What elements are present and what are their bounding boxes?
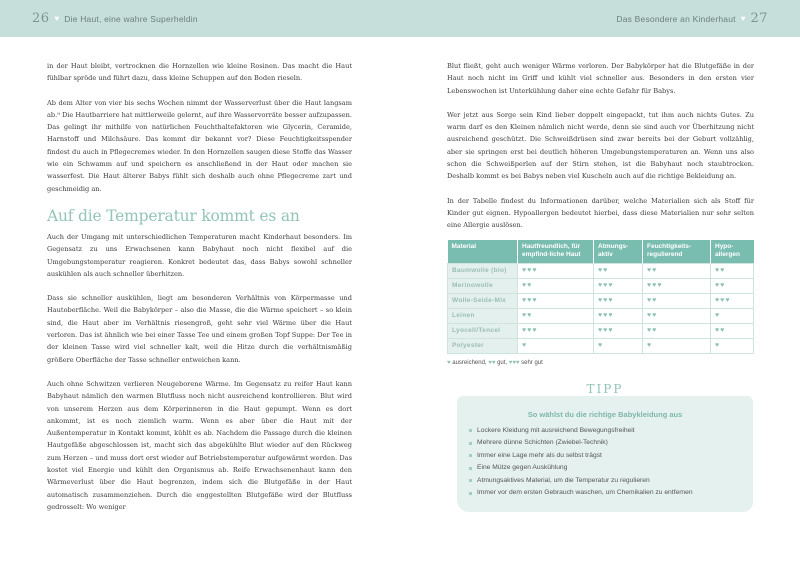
- tipp-box: [457, 381, 753, 512]
- list-item: [469, 462, 741, 475]
- list-item: [469, 487, 741, 500]
- material-name: Wolle-Seide-Mix: [448, 293, 518, 308]
- paragraph: Dass sie schneller auskühlen, liegt am besonderen Verhältnis von Körpermasse und Hautoberfläche. Weil die Babykörper – also die Masse, die die Wärme speichert – so klein sind, die Haut aber im Verhältnis riesengroß, geht sehr viel Wärme über die Haut verloren. Das ist ähnlich wie bei einer Tasse Tee und einem großen Topf Suppe: Der Tee in der kleinen Tasse wird viel schneller kalt, weil die Hitze durch die verhältnismäßig größere Oberfläche der Tasse schneller entweichen kann.: [47, 294, 352, 364]
- list-item: [469, 475, 741, 488]
- bullet-icon: [469, 467, 472, 470]
- left-page: [47, 60, 352, 525]
- heart-icon: ♥: [740, 14, 746, 23]
- bullet-icon: [469, 429, 472, 432]
- list-item-text: Lockere Kleidung mit ausreichend Bewegungsfreiheit: [477, 426, 635, 434]
- heart-icon: ♥♥: [488, 359, 496, 366]
- right-chapter-title: Das Besondere an Kinderhaut: [616, 13, 736, 24]
- material-name: Baumwolle (bio): [448, 263, 518, 278]
- legend-label: gut,: [497, 359, 508, 366]
- paragraph: Auch ohne Schwitzen verlieren Neugeborene Wärme. Im Gegensatz zu reifer Haut kann Babyhaut nämlich den warmen Blutfluss noch nicht ausreichend kontrollieren. Blut wird von unserem Herzen aus dem Körperinneren in die Haut gepumpt. Wenn es dort ankommt, ist es noch ziemlich warm. Wenn es aber über die Haut mit der Außentemperatur in Kontakt kommt, kühlt es ab. Nachdem die Passage durch die kleinen Hautgefäße abgeschlossen ist, macht sich das abgekühlte Blut wieder auf den Rückweg zum Herzen – und muss dort erst wieder auf Betriebstemperatur aufgewärmt werden. Das kostet viel Energie und kühlt den Organismus ab. Reife Erwachsenenhaut kann den Wärmeverlust über die Haut begrenzen, indem sich die Blutgefäße in der Haut automatisch zusammenziehen. Durch die enggestellten Blutgefäße wird der Blutfluss gedrosselt: Wo weniger: [47, 379, 352, 511]
- left-chapter-title: Die Haut, eine wahre Superheldin: [64, 13, 198, 24]
- column-header-hypoallergen: Hypo-allergen: [711, 240, 754, 264]
- heart-rating: ♥♥♥: [711, 293, 754, 308]
- materials-table: [447, 240, 754, 354]
- heart-rating: ♥♥: [711, 278, 754, 293]
- heart-rating: ♥♥♥: [518, 293, 594, 308]
- heart-icon: ♥: [54, 14, 60, 23]
- heart-rating: ♥♥: [518, 278, 594, 293]
- list-item-text: Mehrere dünne Schichten (Zwiebel-Technik): [477, 439, 608, 447]
- heart-rating: ♥♥: [643, 308, 711, 323]
- bullet-icon: [469, 479, 472, 482]
- list-item-text: Eine Mütze gegen Auskühlung: [477, 464, 568, 472]
- heart-rating: ♥♥: [711, 263, 754, 278]
- heart-rating: ♥♥♥: [594, 323, 643, 338]
- heart-rating: ♥: [643, 338, 711, 353]
- list-item: [469, 425, 741, 438]
- heart-rating: ♥♥: [643, 293, 711, 308]
- material-name: Leinen: [448, 308, 518, 323]
- paragraph: in der Haut bleibt, vertrocknen die Hornzellen wie kleine Rosinen. Das macht die Haut fühlbar spröde und führt dazu, dass kleine Schuppen auf den Boden rieseln.: [47, 62, 352, 83]
- column-header-feuchtigkeit: Feuchtigkeits-regulierend: [643, 240, 711, 264]
- left-page-number: 26: [32, 11, 50, 26]
- heart-rating: ♥♥♥: [594, 308, 643, 323]
- material-name: Polyester: [448, 338, 518, 353]
- tipp-list: [469, 425, 741, 500]
- heart-rating: ♥♥: [643, 323, 711, 338]
- column-header-material: Material: [448, 240, 518, 264]
- paragraph: In der Tabelle findest du Informationen darüber, welche Materialien sich als Stoff für Kinder gut eignen. Hypoallergen bedeutet hierbei, dass diese Materialien nur sehr selten eine Allergie auslösen.: [447, 196, 754, 230]
- heart-rating: ♥♥: [518, 308, 594, 323]
- table-row: [448, 323, 754, 338]
- heart-rating: ♥♥: [711, 323, 754, 338]
- material-name: Merinowolle: [448, 278, 518, 293]
- heart-rating: ♥♥♥: [643, 278, 711, 293]
- heart-icon: ♥: [447, 359, 451, 366]
- list-item-text: Immer vor dem ersten Gebrauch waschen, um Chemikalien zu entfernen: [477, 489, 693, 497]
- column-header-hautfreundlich: Hautfreundlich, für empfind-liche Haut: [518, 240, 594, 264]
- table-row: [448, 278, 754, 293]
- heart-rating: ♥♥♥: [594, 293, 643, 308]
- bullet-icon: [469, 442, 472, 445]
- right-running-header: [616, 11, 768, 26]
- heart-rating: ♥♥: [643, 263, 711, 278]
- heart-rating: ♥♥♥: [518, 323, 594, 338]
- right-page-number: 27: [750, 11, 768, 26]
- legend-label: ausreichend,: [452, 359, 487, 366]
- paragraph: Wer jetzt aus Sorge sein Kind lieber doppelt eingepackt, tut ihm auch nichts Gutes. Zu warm darf es den Kleinen nämlich nicht werde, denn sie sind auch vor Überhitzung nicht ausreichend geschützt. Die Schweißdrüsen sind zwar bereits bei der Geburt vollzählig, aber sie springen erst bei deutlich höheren Umgebungstemperaturen an. Wenn uns also schon die Schweißperlen auf der Stirn stehen, ist die Babyhaut noch staubtrocken. Deshalb kommt es bei Babys neben viel Kuscheln auch auf die richtige Bekleidung an.: [447, 110, 754, 181]
- table-row: [448, 338, 754, 353]
- left-running-header: [32, 11, 198, 26]
- paragraph: Auch der Umgang mit unterschiedlichen Temperaturen macht Kinderhaut besonders. Im Gegensatz zu uns Erwachsenen kann Babyhaut noch nicht flexibel auf die Umgebungstemperatur reagieren. Konkret bedeutet das, dass Babys sowohl schneller auskühlen als auch schneller überhitzen.: [47, 232, 352, 278]
- paragraph: Ab dem Alter von vier bis sechs Wochen nimmt der Wasserverlust über die Haut langsam ab.⁹ Die Hautbarriere hat mittlerweile gelernt, auf ihre Wasservorräte besser aufzupassen. Das gelingt ihr mithilfe von natürlichen Feuchthaltefaktoren wie Glycerin, Ceramide, Harnstoff und Milchsäure. Das kommt dir bekannt vor? Diese Feuchtigkeitsspender findest du auch in Pflegecremes wieder. In den Hornzellen saugen diese Stoffe das Wasser wie ein Schwamm auf und speichern es anschließend in der Haut oder machen sie wasserfest. Die Haut älterer Babys fühlt sich deshalb auch ohne Pflegecreme zart und geschmeidig an.: [47, 98, 352, 193]
- list-item-text: Immer eine Lage mehr als du selbst trägst: [477, 451, 602, 459]
- list-item: [469, 450, 741, 463]
- table-row: [448, 263, 754, 278]
- heart-rating: ♥: [711, 338, 754, 353]
- heart-rating: ♥: [518, 338, 594, 353]
- tipp-subtitle: So wählst du die richtige Babykleidung aus: [527, 409, 683, 419]
- heart-rating: ♥♥♥: [518, 263, 594, 278]
- heart-rating: ♥♥♥: [594, 278, 643, 293]
- list-item-text: Atmungsaktives Material, um die Temperatur zu regulieren: [477, 476, 650, 484]
- table-row: [448, 293, 754, 308]
- bullet-icon: [469, 454, 472, 457]
- heart-rating: ♥: [711, 308, 754, 323]
- tipp-title: TIPP: [586, 381, 624, 396]
- column-header-atmungsaktiv: Atmungs-aktiv: [594, 240, 643, 264]
- list-item: [469, 437, 741, 450]
- material-name: Lyocell/Tencel: [448, 323, 518, 338]
- heart-rating: ♥: [594, 338, 643, 353]
- bullet-icon: [469, 492, 472, 495]
- legend-label: sehr gut: [521, 359, 543, 366]
- table-legend: [447, 360, 754, 366]
- heart-icon: ♥♥♥: [508, 359, 520, 366]
- heart-rating: ♥♥: [594, 263, 643, 278]
- table-header-row: [448, 240, 754, 264]
- section-heading: Auf die Temperatur kommt es an: [47, 206, 300, 225]
- paragraph: Blut fließt, geht auch weniger Wärme verloren. Der Babykörper hat die Blutgefäße in der Haut noch nicht im Griff und kühlt viel schneller aus. Besonders in den ersten vier Lebenswochen ist Unterkühlung daher eine echte Gefahr für Babys.: [447, 62, 754, 95]
- right-page: [447, 60, 754, 512]
- table-row: [448, 308, 754, 323]
